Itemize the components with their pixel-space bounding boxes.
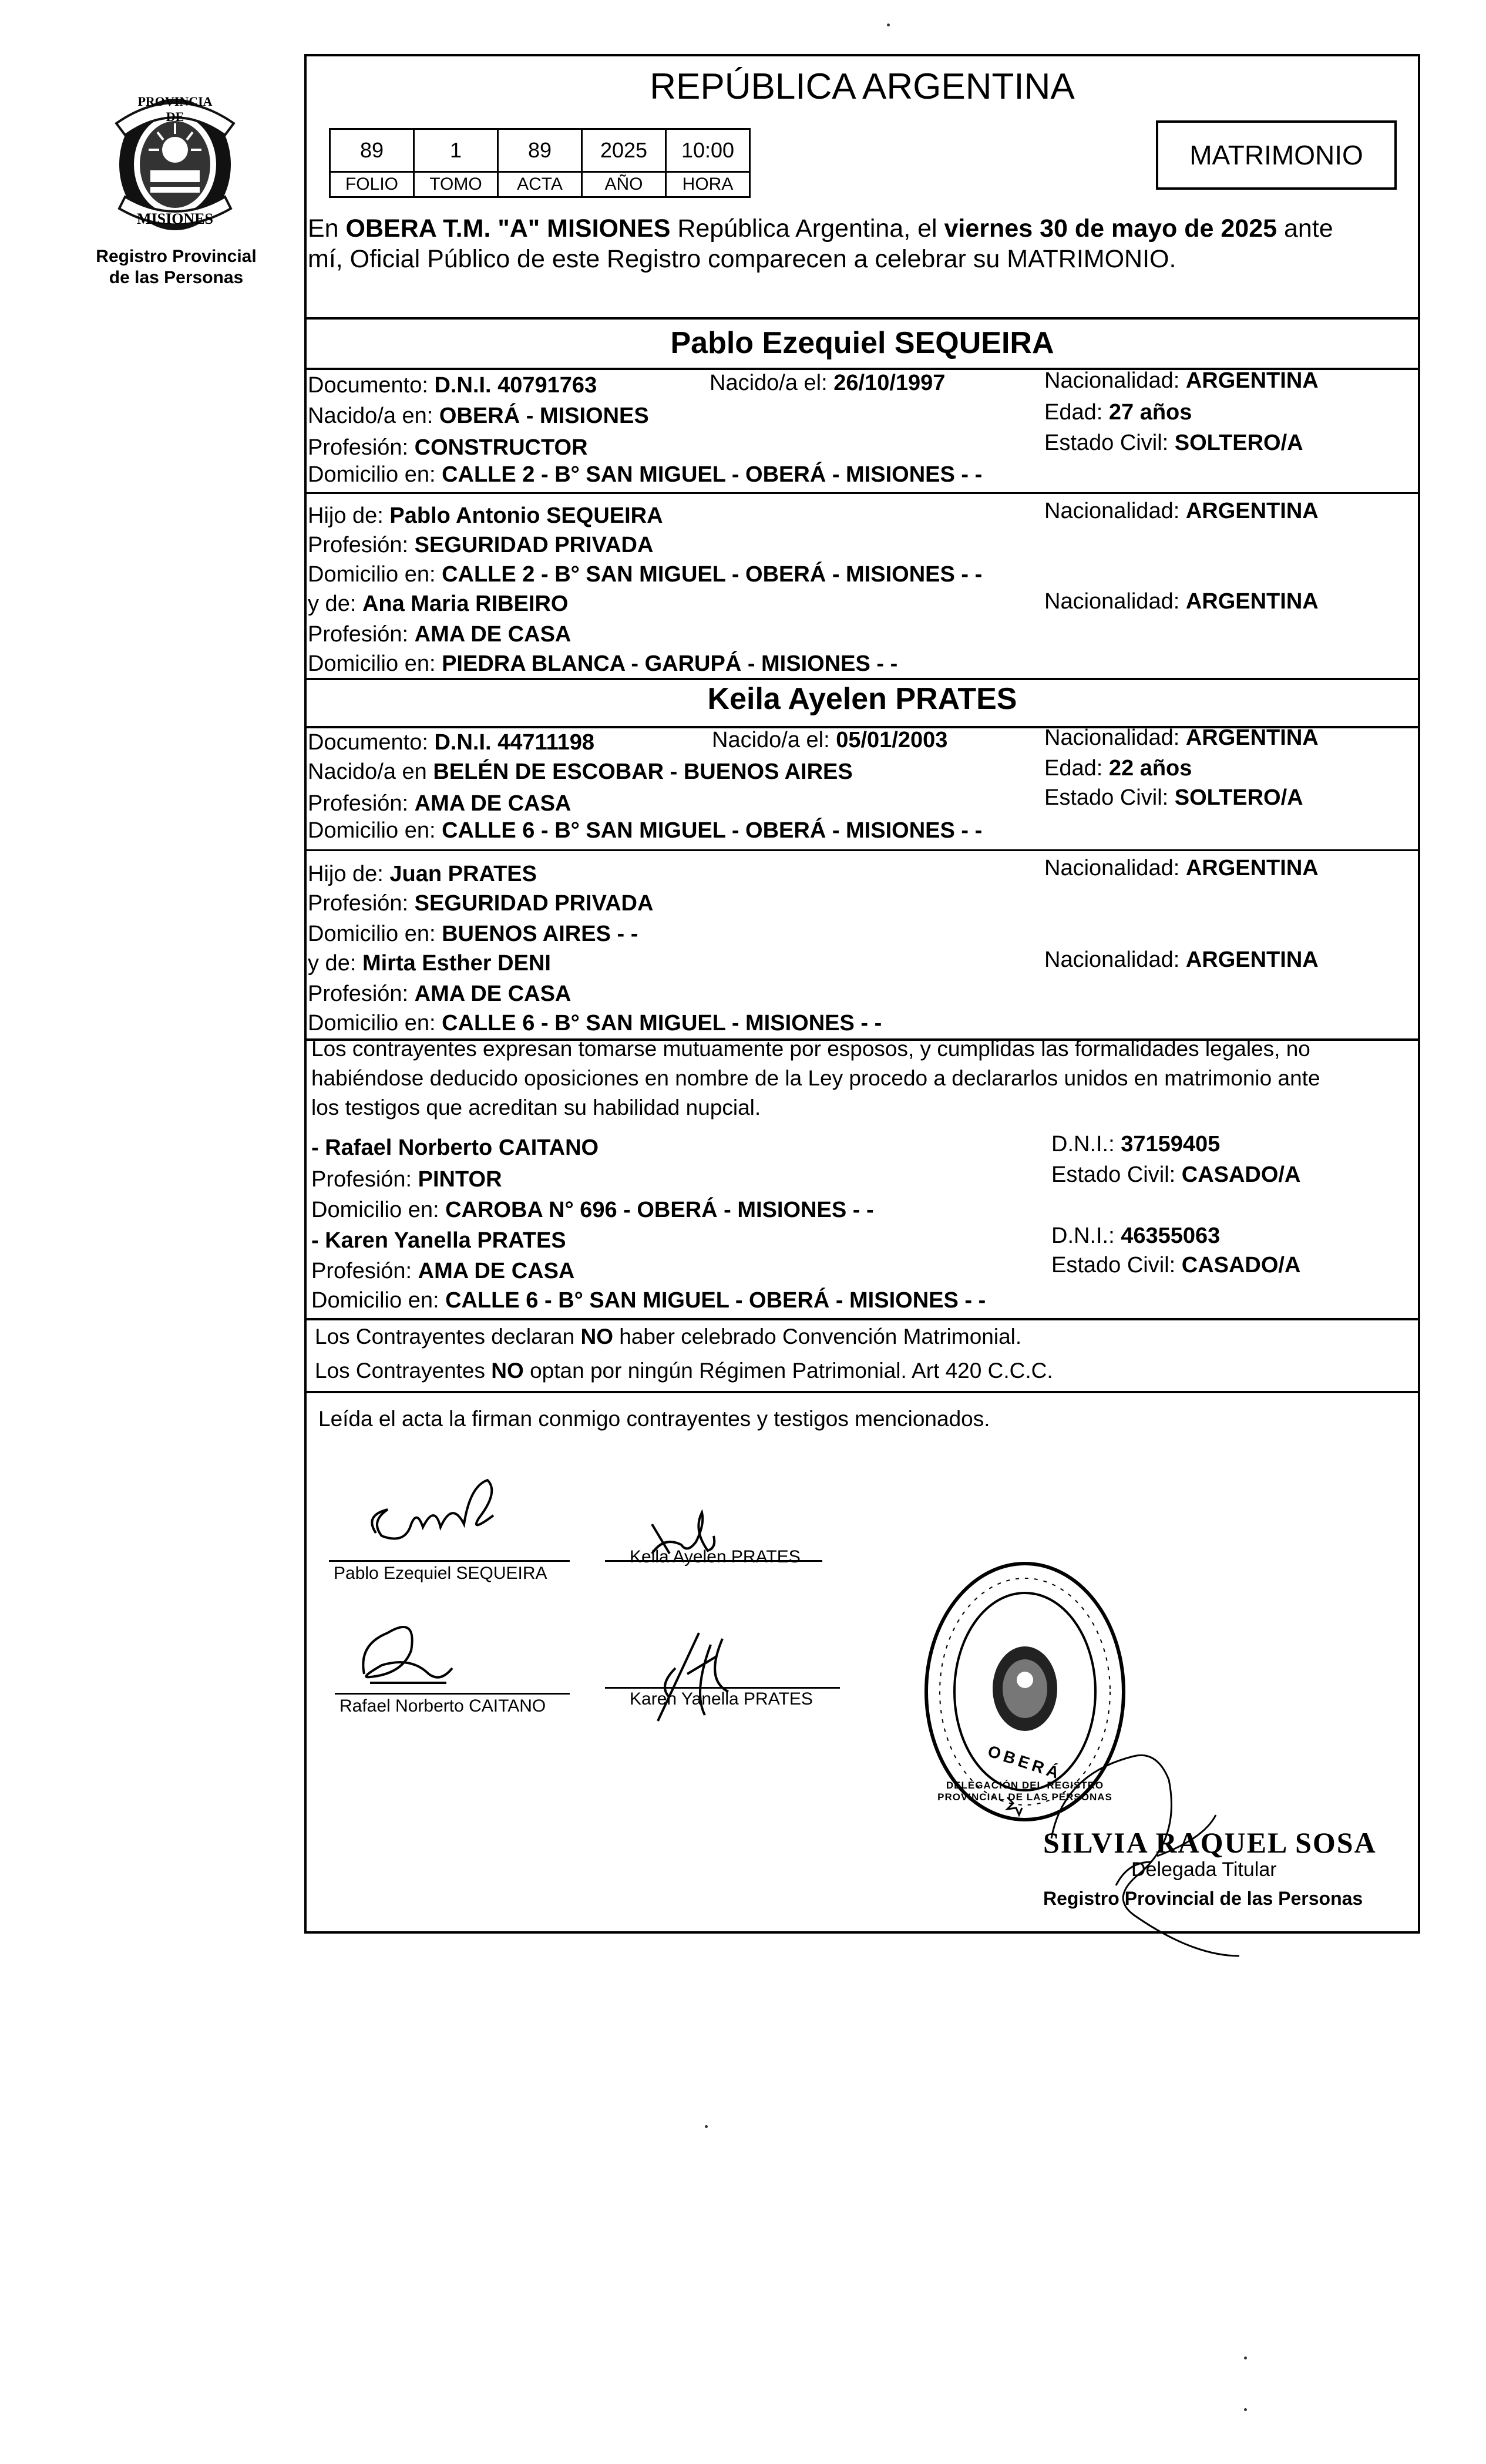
witness2-prof [311,1257,574,1285]
hora-label: HORA [666,172,750,197]
text: haber celebrado Convención Matrimonial. [613,1325,1022,1349]
intro-p3: República Argentina, el [670,214,944,243]
value: CASADO/A [1181,1253,1301,1278]
value: ARGENTINA [1185,947,1319,972]
signature-line [605,1687,840,1689]
signature-mark-pablo [352,1468,517,1557]
signature-mark-rafael [347,1609,464,1697]
spouse1-father-prof [308,531,653,559]
value: CALLE 2 - B° SAN MIGUEL - OBERÁ - MISIONES - - [442,562,983,587]
value: AMA DE CASA [414,622,571,647]
text: optan por ningún Régimen Patrimonial. Art 420 C.C.C. [523,1359,1053,1383]
label: Nacionalidad: [1044,368,1186,393]
value: SOLTERO/A [1174,431,1303,455]
value: 27 años [1108,400,1192,425]
seal-center-text: OBERÁ [986,1742,1065,1783]
value: D.N.I. 40791763 [434,373,597,398]
label: Estado Civil: [1051,1162,1182,1187]
logo-text-top: PROVINCIA DE [137,94,213,124]
spouse2-mother-dom [308,1009,882,1037]
intro-date: viernes 30 de mayo de 2025 [944,214,1277,243]
value: CAROBA N° 696 - OBERÁ - MISIONES - - [445,1198,874,1222]
value: AMA DE CASA [414,791,571,816]
label: Edad: [1044,756,1109,781]
no: NO [491,1359,524,1383]
value: ARGENTINA [1185,856,1319,880]
folio-value: 89 [330,129,414,172]
official-name: SILVIA RAQUEL SOSA [1043,1826,1377,1859]
intro-p1: En [308,214,346,243]
label: Domicilio en: [308,651,442,676]
label: Nacionalidad: [1044,499,1186,523]
value: Juan PRATES [389,862,537,886]
spouse1-name: Pablo Ezequiel SEQUEIRA [670,326,1054,360]
value: ARGENTINA [1185,499,1319,523]
value: 46355063 [1121,1223,1221,1248]
spouse2-nat [1044,724,1319,752]
value: CALLE 2 - B° SAN MIGUEL - OBERÁ - MISIONES - - [442,462,983,487]
label: Profesión: [308,622,415,647]
spouse1-dom [308,460,982,489]
reference-table [329,128,751,198]
spouse2-mother [308,949,551,977]
divider [304,1391,1420,1393]
registry-name-line2: de las Personas [109,268,244,287]
spouse2-age [1044,754,1192,782]
value: CALLE 6 - B° SAN MIGUEL - MISIONES - - [442,1011,882,1036]
logo-text-bottom: MISIONES [136,210,214,227]
spouse2-dom [308,816,982,845]
label: Profesión: [308,791,415,816]
signature-label-spouse2: Keila Ayelen PRATES [630,1547,801,1567]
spouse2-mother-nat [1044,946,1319,974]
spouse1-mother-nat [1044,587,1319,616]
spouse1-father-nat [1044,497,1319,525]
spouse1-civil [1044,429,1303,457]
intro-registry: OBERA T.M. "A" MISIONES [345,214,671,243]
label: Estado Civil: [1044,785,1175,810]
regime-line2 [315,1357,1053,1385]
declaration-line3: los testigos que acreditan su habilidad nupcial. [311,1095,761,1120]
label: D.N.I.: [1051,1223,1121,1248]
signature-mark-karen [623,1621,764,1727]
value: Pablo Antonio SEQUEIRA [389,503,663,528]
page-title: REPÚBLICA ARGENTINA [650,66,1075,107]
intro-line2: mí, Oficial Público de este Registro comparecen a celebrar su MATRIMONIO. [308,245,1176,273]
value: Ana Maria RIBEIRO [362,591,569,616]
declaration-line1: Los contrayentes expresan tomarse mutuamente por esposos, y cumplidas las formalidades legales, no [311,1037,1310,1061]
witness2-dom [311,1286,986,1315]
value: CONSTRUCTOR [414,435,588,460]
divider [304,492,1420,494]
spouse1-father-dom [308,560,982,589]
spouse2-civil [1044,784,1303,812]
spouse2-father [308,860,537,888]
spouse1-mother-prof [308,620,571,648]
no: NO [580,1325,613,1349]
ano-label: AÑO [582,172,666,197]
divider [304,1318,1420,1320]
spouse2-father-nat [1044,854,1319,882]
value: SOLTERO/A [1174,785,1303,810]
value: AMA DE CASA [418,1259,575,1283]
closing-text: Leída el acta la firman conmigo contrayentes y testigos mencionados. [318,1407,990,1431]
spouse2-doc [308,728,594,757]
label: Estado Civil: [1044,431,1175,455]
spouse1-born [710,369,945,397]
intro-line1 [308,213,1333,244]
label: Nacido/a el: [710,371,834,395]
label: Profesión: [311,1259,418,1283]
value: ARGENTINA [1185,725,1319,750]
label: Hijo de: [308,503,390,528]
label: Domicilio en: [311,1288,446,1313]
text: Los Contrayentes [315,1359,492,1383]
label: Documento: [308,730,435,755]
spouse1-prof [308,433,588,462]
value: CALLE 6 - B° SAN MIGUEL - OBERÁ - MISIONES - - [442,818,983,843]
spouse2-born [712,726,947,754]
label: Nacionalidad: [1044,589,1186,614]
divider [304,678,1420,680]
spouse2-mother-prof [308,980,571,1008]
hora-value: 10:00 [666,129,750,172]
spouse1-place [308,402,649,430]
label: Edad: [1044,400,1109,425]
label: Profesión: [308,981,415,1006]
spouse2-father-prof [308,889,653,917]
spouse2-place [308,758,853,786]
label: Profesión: [308,533,415,557]
witness1-prof [311,1165,502,1194]
spouse1-doc [308,371,597,399]
witness1-dni [1051,1130,1220,1158]
label: Domicilio en: [308,922,442,946]
label: Nacido/a en: [308,404,439,428]
spouse1-age [1044,398,1192,426]
label: Nacionalidad: [1044,725,1186,750]
label: Profesión: [308,435,415,460]
label: Nacido/a en [308,759,433,784]
divider [304,317,1420,320]
signature-line [335,1693,570,1695]
spouse1-nat [1044,367,1319,395]
ano-value: 2025 [582,129,666,172]
intro-p5: ante [1277,214,1333,243]
scan-dot [887,23,890,26]
value: AMA DE CASA [414,981,571,1006]
spouse1-mother-dom [308,650,897,678]
witness2-name: - Karen Yanella PRATES [311,1228,566,1253]
label: Nacido/a el: [712,728,836,752]
declaration-line2: habiéndose deducido oposiciones en nombre de la Ley procedo a declararlos unidos en matrimonio ante [311,1066,1320,1090]
text: Los Contrayentes declaran [315,1325,581,1349]
label: Domicilio en: [308,562,442,587]
value: 26/10/1997 [833,371,946,395]
value: CASADO/A [1181,1162,1301,1187]
regime-line1 [315,1323,1021,1351]
label: Estado Civil: [1051,1253,1182,1278]
official-title: Delegada Titular [1131,1858,1277,1881]
witness1-name: - Rafael Norberto CAITANO [311,1135,599,1160]
value: PIEDRA BLANCA - GARUPÁ - MISIONES - - [442,651,898,676]
folio-label: FOLIO [330,172,414,197]
witness1-dom [311,1196,874,1224]
label: Domicilio en: [308,462,442,487]
scan-dot [1244,2357,1247,2359]
label: Domicilio en: [308,818,442,843]
label: D.N.I.: [1051,1132,1121,1157]
label: Nacionalidad: [1044,947,1186,972]
value: SEGURIDAD PRIVADA [414,533,654,557]
value: BELÉN DE ESCOBAR - BUENOS AIRES [433,759,853,784]
value: CALLE 6 - B° SAN MIGUEL - OBERÁ - MISIONES - - [445,1288,986,1313]
value: BUENOS AIRES - - [442,922,638,946]
spouse2-name: Keila Ayelen PRATES [707,682,1017,716]
spouse1-father [308,502,663,530]
official-office: Registro Provincial de las Personas [1043,1888,1363,1909]
witness2-dni [1051,1222,1220,1250]
value: OBERÁ - MISIONES [439,404,649,428]
signature-label-spouse1: Pablo Ezequiel SEQUEIRA [334,1564,547,1583]
value: D.N.I. 44711198 [434,730,595,755]
witness2-civil [1051,1251,1300,1279]
document-type: MATRIMONIO [1189,140,1363,170]
value: PINTOR [418,1167,502,1192]
label: Nacionalidad: [1044,856,1186,880]
label: y de: [308,951,362,976]
witness1-civil [1051,1161,1300,1189]
document-type-box [1156,120,1397,190]
label: y de: [308,591,362,616]
signature-line [329,1560,570,1562]
value: 05/01/2003 [836,728,948,752]
value: 22 años [1108,756,1192,781]
value: ARGENTINA [1185,589,1319,614]
label: Hijo de: [308,862,390,886]
spouse2-prof [308,789,571,818]
label: Documento: [308,373,435,398]
registry-name-line1: Registro Provincial [96,247,257,266]
value: Mirta Esther DENI [362,951,551,976]
spouse1-mother [308,590,568,618]
acta-label: ACTA [498,172,582,197]
value: SEGURIDAD PRIVADA [414,891,654,916]
tomo-value: 1 [414,129,498,172]
divider [304,849,1420,851]
seal-ring-text: DELEGACIÓN DEL REGISTRO PROVINCIAL DE LAS PERSONAS [937,1780,1112,1803]
acta-value: 89 [498,129,582,172]
scan-dot [705,2125,708,2128]
label: Profesión: [308,891,415,916]
spouse2-father-dom [308,920,638,948]
label: Domicilio en: [311,1198,446,1222]
tomo-label: TOMO [414,172,498,197]
scan-dot [1244,2408,1247,2411]
value: 37159405 [1121,1132,1221,1157]
label: Domicilio en: [308,1011,442,1036]
signature-label-witness2: Karen Yanella PRATES [630,1689,813,1709]
label: Profesión: [311,1167,418,1192]
signature-label-witness1: Rafael Norberto CAITANO [339,1696,546,1716]
value: ARGENTINA [1185,368,1319,393]
